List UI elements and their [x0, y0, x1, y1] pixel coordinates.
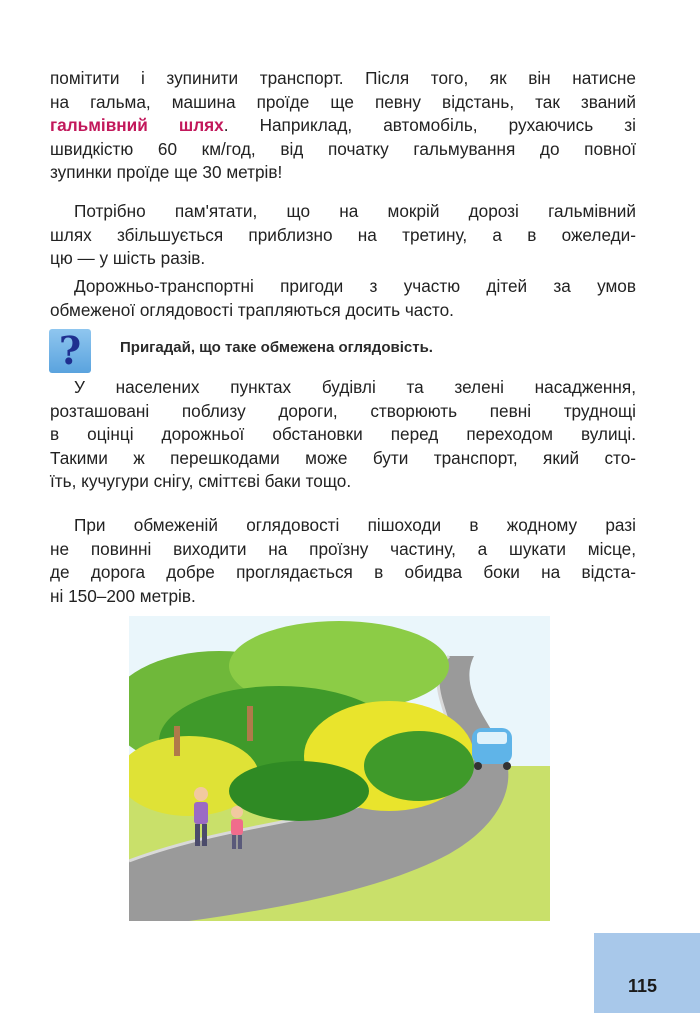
- text-line: Дорожньо-транспортні пригоди з участю дітей за умов: [74, 276, 636, 296]
- text-line: ні 150–200 метрів.: [50, 585, 196, 606]
- text-line: Такими ж перешкодами може бути транспорт, який сто-: [50, 447, 636, 468]
- road-illustration: [129, 616, 550, 921]
- tree-trunk: [174, 726, 180, 756]
- tree-trunk: [247, 706, 253, 741]
- text-fragment: . Наприклад, автомобіль, рухаючись зі: [223, 115, 636, 135]
- text-line: їть, кучугури снігу, сміттєві баки тощо.: [50, 471, 352, 491]
- text-line: розташовані поблизу дороги, створюють певні труднощі: [50, 400, 636, 421]
- paragraph-braking: [50, 67, 636, 185]
- bush-dark: [229, 761, 369, 821]
- page-tab: [594, 933, 700, 1013]
- text-line: [50, 114, 636, 138]
- paragraph-wet-road: [50, 200, 636, 271]
- question-prompt: Пригадай, що таке обмежена оглядовість.: [120, 339, 433, 356]
- text-line: не повинні виходити на проїзну частину, а шукати місце,: [50, 538, 636, 559]
- text-line: цю — у шість разів.: [50, 248, 206, 268]
- car: [472, 728, 512, 770]
- question-mark-glyph: ?: [58, 328, 82, 373]
- text-line: зупинки проїде ще 30 метрів!: [50, 162, 283, 182]
- text-line: швидкістю 60 км/год, від початку гальмування до повної: [50, 138, 636, 159]
- paragraph-accidents: [50, 275, 636, 322]
- text-line: в оцінці дорожньої обстановки перед переходом вулиці.: [50, 424, 636, 444]
- text-line: У населених пунктах будівлі та зелені насадження,: [74, 377, 636, 397]
- page-number: 115: [628, 976, 658, 996]
- text-line: де дорога добре проглядається в обидва боки на відста-: [50, 562, 636, 582]
- bush-dark: [364, 731, 474, 801]
- text-line: Потрібно пам'ятати, що на мокрій дорозі гальмівний: [74, 201, 636, 221]
- text-line: на гальма, машина проїде ще певну відстань, так званий: [50, 91, 636, 112]
- text-line: При обмеженій оглядовості пішоходи в жодному разі: [74, 515, 636, 535]
- question-mark-icon: [49, 329, 91, 373]
- key-term: гальмівний шлях: [50, 115, 224, 135]
- paragraph-crossing-rule: [50, 514, 636, 608]
- text-line: помітити і зупинити транспорт. Після того, як він натисне: [50, 68, 636, 88]
- text-line: обмеженої оглядовості трапляються досить часто.: [50, 299, 454, 320]
- paragraph-obstacles: [50, 376, 636, 494]
- text-line: шлях збільшується приблизно на третину, а в ожеледи-: [50, 224, 636, 245]
